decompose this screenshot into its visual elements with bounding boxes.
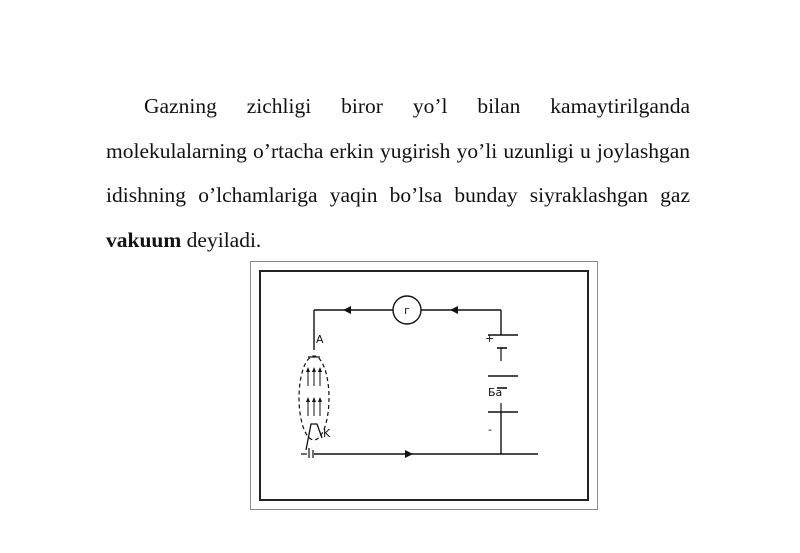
arrow-right-icon bbox=[405, 450, 413, 458]
circuit-diagram bbox=[251, 262, 599, 511]
anode-label: A bbox=[316, 333, 324, 346]
meter-label: г bbox=[404, 304, 410, 317]
cathode-filament-icon bbox=[306, 424, 322, 450]
minus-label: - bbox=[488, 423, 492, 436]
paragraph-text-part2: deyiladi. bbox=[181, 227, 262, 252]
paragraph-text-part1: Gazning zichligi biror yo’l bilan kamaytirilganda molekulalarning o’rtacha erkin yugirish yo’li uzunligi u joylashgan idishning o’lchamlariga yaqin bo’lsa bunday siyraklashgan gaz bbox=[106, 94, 690, 207]
bold-term-vakuum: vakuum bbox=[106, 227, 182, 252]
circuit-figure bbox=[250, 261, 598, 510]
plus-label: + bbox=[485, 332, 495, 345]
arrow-left-icon-1 bbox=[343, 306, 351, 314]
body-paragraph bbox=[106, 84, 690, 262]
arrow-left-icon-2 bbox=[450, 306, 458, 314]
battery-label: Ба bbox=[488, 386, 503, 399]
cathode-label: K bbox=[323, 427, 331, 440]
